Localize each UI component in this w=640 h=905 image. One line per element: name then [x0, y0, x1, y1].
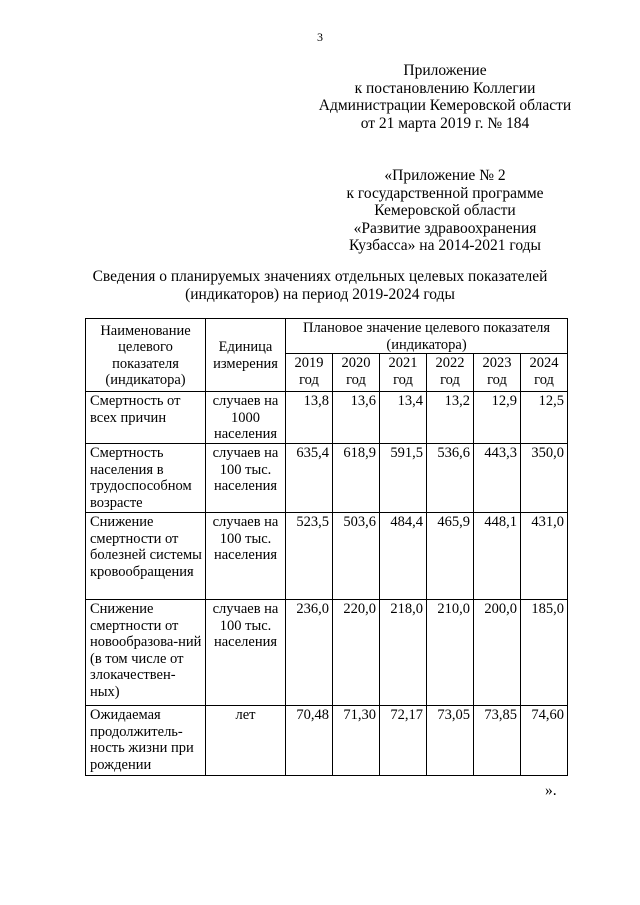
appendix2-line: к государственной программе	[346, 184, 544, 202]
row-value: 73,85	[474, 706, 521, 776]
appendix-line: от 21 марта 2019 г. № 184	[360, 114, 530, 132]
row-value: 523,5	[286, 513, 333, 600]
row-value: 465,9	[427, 513, 474, 600]
closing-quote: ».	[545, 782, 557, 799]
row-value: 503,6	[333, 513, 380, 600]
row-unit: случаев на 100 тыс. населения	[206, 600, 286, 706]
indicators-table	[85, 318, 568, 776]
row-unit: лет	[206, 706, 286, 776]
row-indicator-name: Снижение смертности от болезней системы кровообращения	[86, 513, 206, 600]
row-indicator-name: Снижение смертности от новообразова-ний (в том числе от злокачествен-ных)	[86, 600, 206, 706]
row-unit: случаев на 100 тыс. населения	[206, 513, 286, 600]
header-indicator-name: Наименование целевого показателя (индикатора)	[86, 319, 206, 392]
header-plan-value: Плановое значение целевого показателя (индикатора)	[286, 319, 568, 354]
table-heading	[0, 268, 640, 304]
row-unit: случаев на 1000 населения	[206, 392, 286, 444]
appendix2-header	[305, 167, 585, 255]
table-row	[86, 392, 568, 444]
header-year: 2020 год	[333, 354, 380, 392]
row-value: 13,4	[380, 392, 427, 444]
row-value: 13,8	[286, 392, 333, 444]
header-unit: Единица измерения	[206, 319, 286, 392]
row-value: 74,60	[521, 706, 568, 776]
row-unit: случаев на 100 тыс. населения	[206, 444, 286, 513]
row-value: 635,4	[286, 444, 333, 513]
row-value: 236,0	[286, 600, 333, 706]
appendix2-line: Кемеровской области	[374, 202, 516, 219]
header-year: 2022 год	[427, 354, 474, 392]
row-value: 350,0	[521, 444, 568, 513]
row-value: 218,0	[380, 600, 427, 706]
row-value: 210,0	[427, 600, 474, 706]
table-row	[86, 706, 568, 776]
row-value: 70,48	[286, 706, 333, 776]
row-value: 200,0	[474, 600, 521, 706]
row-value: 73,05	[427, 706, 474, 776]
appendix-line: Администрации Кемеровской области	[318, 97, 572, 114]
row-value: 591,5	[380, 444, 427, 513]
appendix2-line: «Приложение № 2	[384, 167, 506, 184]
row-indicator-name: Ожидаемая продолжитель-ность жизни при рождении	[86, 706, 206, 776]
row-value: 71,30	[333, 706, 380, 776]
header-year: 2023 год	[474, 354, 521, 392]
row-indicator-name: Смертность населения в трудоспособном возрасте	[86, 444, 206, 513]
row-value: 618,9	[333, 444, 380, 513]
row-value: 536,6	[427, 444, 474, 513]
table-row	[86, 444, 568, 513]
header-year: 2024 год	[521, 354, 568, 392]
row-value: 448,1	[474, 513, 521, 600]
appendix-line: к постановлению Коллегии	[354, 79, 536, 97]
row-indicator-name: Смертность от всех причин	[86, 392, 206, 444]
page-number: 3	[317, 30, 323, 44]
row-value: 185,0	[521, 600, 568, 706]
row-value: 13,6	[333, 392, 380, 444]
row-value: 431,0	[521, 513, 568, 600]
row-value: 484,4	[380, 513, 427, 600]
row-value: 13,2	[427, 392, 474, 444]
appendix2-line: Кузбасса» на 2014-2021 годы	[349, 237, 541, 254]
appendix-header	[305, 62, 585, 132]
row-value: 12,5	[521, 392, 568, 444]
row-value: 12,9	[474, 392, 521, 444]
header-year: 2019 год	[286, 354, 333, 392]
header-year: 2021 год	[380, 354, 427, 392]
row-value: 220,0	[333, 600, 380, 706]
appendix-line: Приложение	[403, 62, 487, 79]
table-row	[86, 513, 568, 600]
row-value: 443,3	[474, 444, 521, 513]
appendix2-line: «Развитие здравоохранения	[353, 219, 537, 237]
heading-line-2: (индикаторов) на период 2019-2024 годы	[185, 286, 455, 303]
heading-line-1: Сведения о планируемых значениях отдельных целевых показателей	[92, 268, 548, 285]
row-value: 72,17	[380, 706, 427, 776]
table-row	[86, 600, 568, 706]
